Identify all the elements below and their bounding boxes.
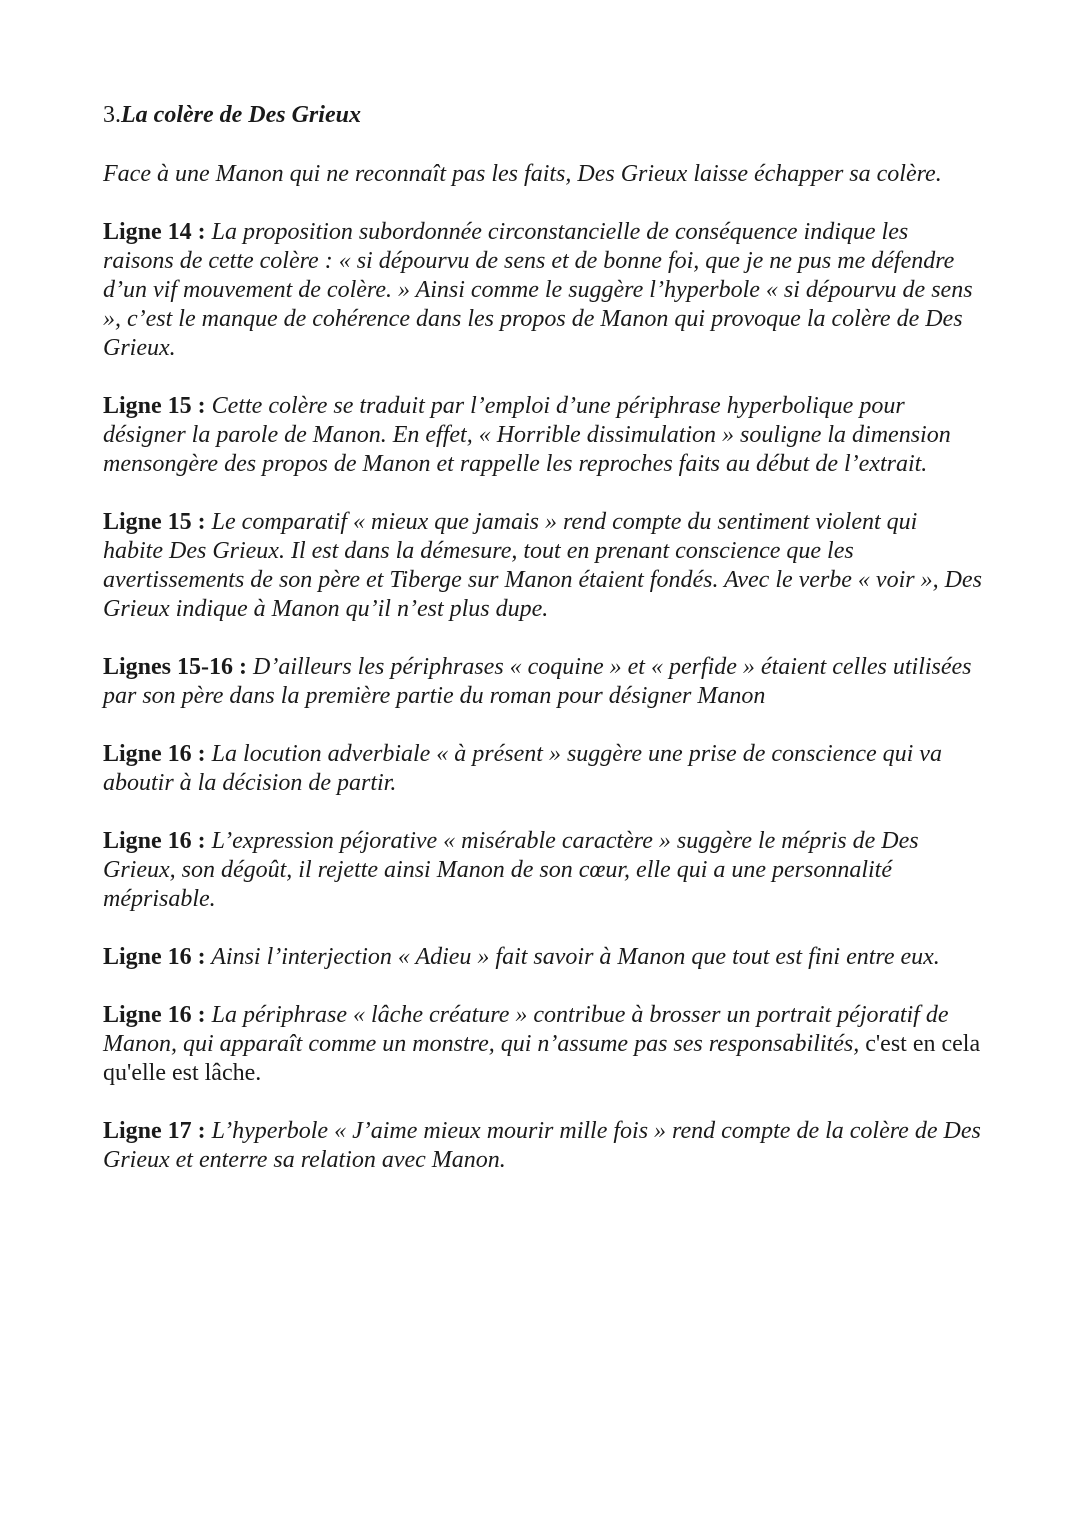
analysis-text: L’hyperbole « J’aime mieux mourir mille fois » rend compte de la colère de Des Grieux et enterre sa relation avec Manon. [103,1118,981,1173]
intro-paragraph: Face à une Manon qui ne reconnaît pas les faits, Des Grieux laisse échapper sa colère. [103,161,942,187]
line-reference: Ligne 16 : [103,1002,206,1028]
analysis-text: Ainsi l’interjection « Adieu » fait savoir à Manon que tout est fini entre eux. [205,944,940,970]
line-reference: Ligne 16 : [103,828,206,854]
analysis-text: Cette colère se traduit par l’emploi d’une périphrase hyperbolique pour désigner la parole de Manon. En effet, « Horrible dissimulation » souligne la dimension mensongère des propos de Manon et rappelle les reproches faits au début de l’extrait. [103,393,951,477]
line-reference: Ligne 15 : [103,509,206,535]
analysis-paragraph-6 [103,827,983,914]
analysis-text: La locution adverbiale « à présent » suggère une prise de conscience qui va aboutir à la décision de partir. [103,741,942,796]
analysis-paragraph-7 [103,943,983,972]
analysis-text: Le comparatif « mieux que jamais » rend compte du sentiment violent qui habite Des Grieux. Il est dans la démesure, tout en prenant conscience que les avertissements de son père et Tiberge sur Manon étaient fondés. Avec le verbe « voir », Des Grieux indique à Manon qu’il n’est plus dupe. [103,509,982,622]
analysis-paragraph-1 [103,218,983,363]
document-page [103,100,983,1204]
analysis-text: La proposition subordonnée circonstancielle de conséquence indique les raisons de cette colère : « si dépourvu de sens et de bonne foi, que je ne pus me défendre d’un vif mouvement de colère. » Ainsi comme le suggère l’hyperbole « si dépourvu de sens », c’est le manque de cohérence dans les propos de Manon qui provoque la colère de Des Grieux. [103,219,973,361]
analysis-paragraph-8 [103,1001,983,1088]
section-heading [103,100,983,130]
analysis-text: D’ailleurs les périphrases « coquine » et « perfide » étaient celles utilisées par son père dans la première partie du roman pour désigner Manon [103,654,972,709]
line-reference: Ligne 17 : [103,1118,206,1144]
analysis-paragraph-4 [103,653,983,711]
analysis-text-tail: c'est en cela qu'elle est lâche. [103,1031,981,1086]
analysis-paragraph-2 [103,392,983,479]
analysis-paragraph-3 [103,508,983,624]
line-reference: Lignes 15-16 : [103,654,247,680]
analysis-paragraph-5 [103,740,983,798]
line-reference: Ligne 16 : [103,741,206,767]
line-reference: Ligne 14 : [103,219,206,245]
line-reference: Ligne 16 : [103,944,206,970]
analysis-text: La périphrase « lâche créature » contribue à brosser un portrait péjoratif de Manon, qui apparaît comme un monstre, qui n’assume pas ses responsabilités, [103,1002,949,1057]
analysis-paragraph-9 [103,1117,983,1175]
section-number: 3. [103,102,121,128]
line-reference: Ligne 15 : [103,393,206,419]
section-title: La colère de Des Grieux [121,102,361,128]
analysis-text: L’expression péjorative « misérable caractère » suggère le mépris de Des Grieux, son dégoût, il rejette ainsi Manon de son cœur, elle qui a une personnalité méprisable. [103,828,919,912]
